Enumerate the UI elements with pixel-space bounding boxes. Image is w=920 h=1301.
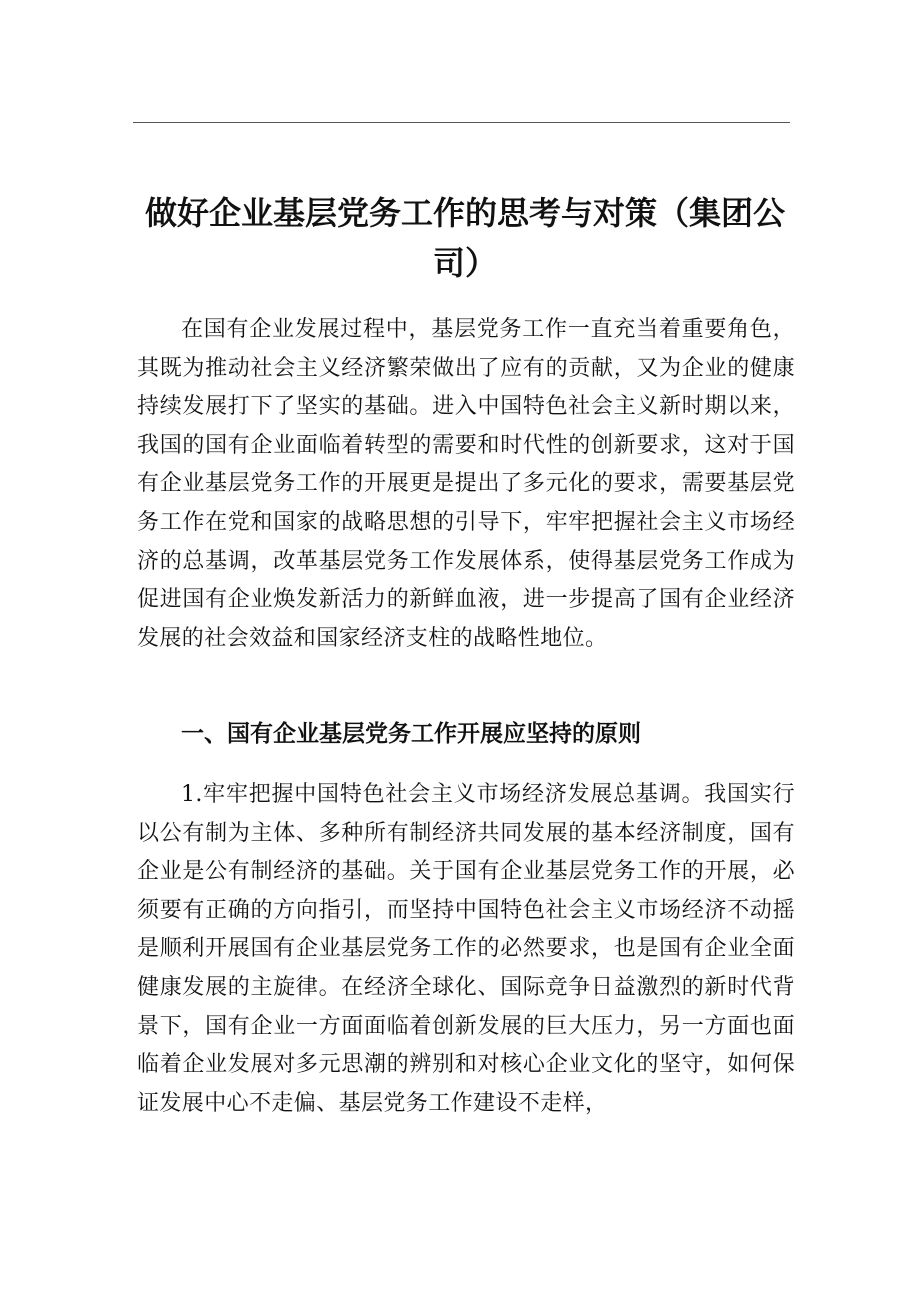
- document-title: 做好企业基层党务工作的思考与对策（集团公司）: [144, 194, 785, 282]
- header-rule: [133, 122, 790, 123]
- section-paragraph: 1.牢牢把握中国特色社会主义市场经济发展总基调。我国实行以公有制为主体、多种所有制经济共同发展的基本经济制度，国有企业是公有制经济的基础。关于国有企业基层党务工作的开展，必须要有正确的方向指引，而坚持中国特色社会主义市场经济不动摇是顺利开展国有企业基层党务工作的必然要求，也是国有企业全面健康发展的主旋律。在经济全球化、国际竞争日益激烈的新时代背景下，国有企业一方面面临着创新发展的巨大压力，另一方面也面临着企业发展对多元思潮的辨别和对核心企业文化的坚守，如何保证发展中心不走偏、基层党务工作建设不走样，: [137, 782, 795, 1116]
- intro-paragraph: 在国有企业发展过程中，基层党务工作一直充当着重要角色，其既为推动社会主义经济繁荣做出了应有的贡献，又为企业的健康持续发展打下了坚实的基础。进入中国特色社会主义新时期以来，我国的国有企业面临着转型的需要和时代性的创新要求，这对于国有企业基层党务工作的开展更是提出了多元化的要求，需要基层党务工作在党和国家的战略思想的引导下，牢牢把握社会主义市场经济的总基调，改革基层党务工作发展体系，使得基层党务工作成为促进国有企业焕发新活力的新鲜血液，进一步提高了国有企业经济发展的社会效益和国家经济支柱的战略性地位。: [137, 317, 795, 651]
- section-heading: 一、国有企业基层党务工作开展应坚持的原则: [181, 721, 641, 747]
